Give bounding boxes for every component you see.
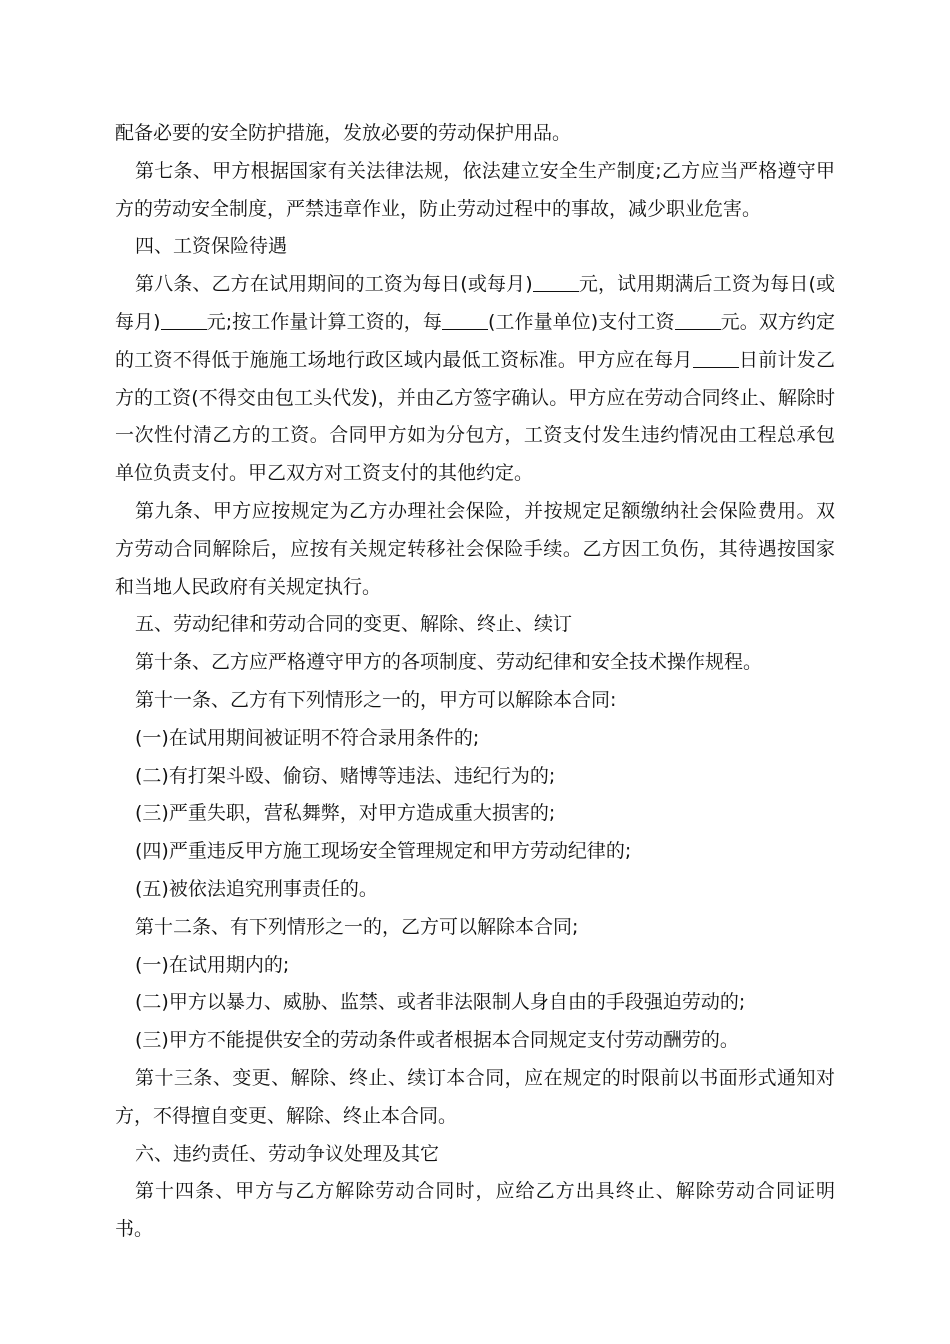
article-11: 第十一条、乙方有下列情形之一的，甲方可以解除本合同: [135,688,617,711]
section-heading-liability-disputes: 六、违约责任、劳动争议处理及其它 [135,1142,440,1165]
article-11-item-1: (一)在试用期间被证明不符合录用条件的; [135,726,480,749]
article-13: 第十三条、变更、解除、终止、续订本合同，应在规定的时限前以书面形式通知对方，不得擅自变更、解除、终止本合同。 [115,1066,835,1127]
article-12: 第十二条、有下列情形之一的，乙方可以解除本合同; [135,915,579,938]
paragraph-protection-supplies: 配备必要的安全防护措施，发放必要的劳动保护用品。 [115,122,572,144]
article-8-part-6: 日前计发乙方的工资(不得交由包工头代发)，并由乙方签字确认。甲方应在劳动合同终止、解除时一次性付清乙方的工资。合同甲方如为分包方，工资支付发生违约情况由工程总承包单位负责支付。甲乙双方对工资支付的其他约定。 [115,348,835,485]
article-11-item-4: (四)严重违反甲方施工现场安全管理规定和甲方劳动纪律的; [135,840,632,863]
article-8-part-2: 元，试用期满后工资为每日(或每月) [115,273,836,333]
article-12-item-2: (二)甲方以暴力、威胁、监禁、或者非法限制人身自由的手段强迫劳动的; [135,991,746,1014]
article-7: 第七条、甲方根据国家有关法律法规，依法建立安全生产制度;乙方应当严格遵守甲方的劳动安全制度，严禁违章作业，防止劳动过程中的事故，减少职业危害。 [115,159,835,220]
section-heading-wages-insurance: 四、工资保险待遇 [135,235,288,258]
blank-unit-wage [675,310,721,330]
blank-regular-wage [161,310,207,330]
article-11-item-5: (五)被依法追究刑事责任的。 [135,877,378,900]
blank-probation-wage [533,272,579,292]
article-8-part-5: 元。双方约定的工资不得低于施施工场地行政区域内最低工资标准。甲方应在每月 [115,310,835,371]
article-9: 第九条、甲方应按规定为乙方办理社会保险，并按规定足额缴纳社会保险费用。双方劳动合同解除后，应按有关规定转移社会保险手续。乙方因工负伤，其待遇按国家和当地人民政府有关规定执行。 [115,499,835,598]
article-12-item-3: (三)甲方不能提供安全的劳动条件或者根据本合同规定支付劳动酬劳的。 [135,1029,739,1052]
article-14: 第十四条、甲方与乙方解除劳动合同时，应给乙方出具终止、解除劳动合同证明书。 [115,1180,835,1241]
article-8-part-3: 元;按工作量计算工资的，每 [206,310,442,333]
blank-pay-day [693,348,739,368]
article-11-item-2: (二)有打架斗殴、偷窃、赌博等违法、违纪行为的; [135,764,556,787]
article-12-item-1: (一)在试用期内的; [135,953,290,976]
blank-work-unit [442,310,488,330]
article-10: 第十条、乙方应严格遵守甲方的各项制度、劳动纪律和安全技术操作规程。 [135,651,763,674]
article-8 [115,266,835,493]
article-8-part-1: 第八条、乙方在试用期间的工资为每日(或每月) [135,273,533,296]
section-heading-discipline-contract-changes: 五、劳动纪律和劳动合同的变更、解除、终止、续订 [135,613,573,636]
article-11-item-3: (三)严重失职，营私舞弊，对甲方造成重大损害的; [135,802,556,825]
article-8-part-4: (工作量单位)支付工资 [487,310,675,333]
